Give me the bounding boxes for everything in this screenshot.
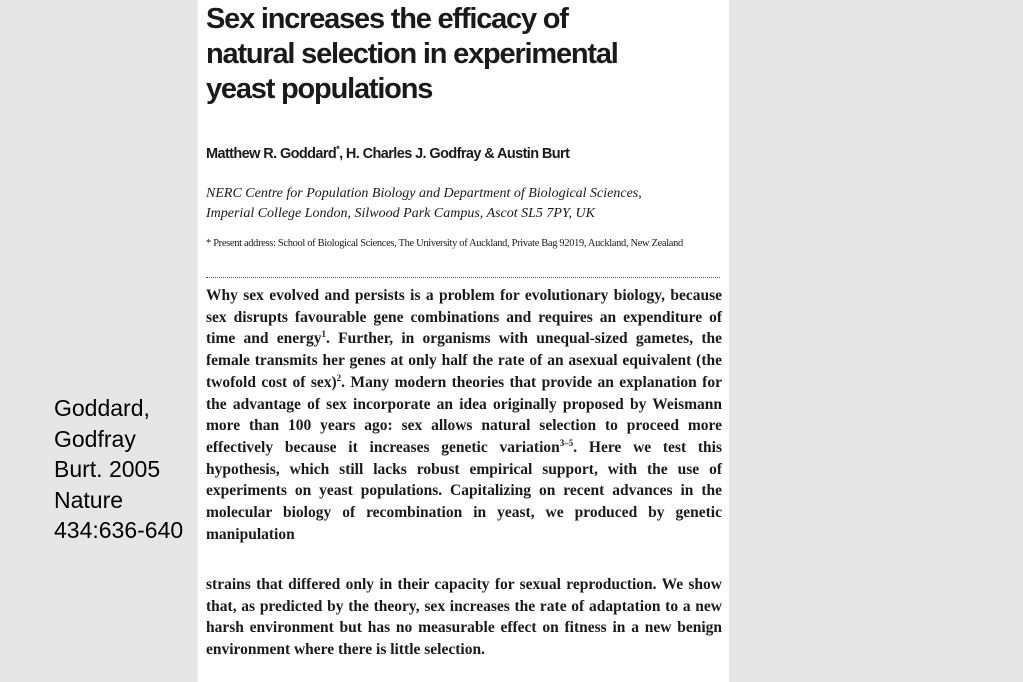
- author-list: [206, 144, 569, 162]
- affiliation-line: Imperial College London, Silwood Park Campus, Ascot SL5 7PY, UK: [206, 206, 595, 221]
- abstract-text: . Here we test this hypothesis, which still lacks robust empirical support, with the use of experiments on yeast populations. Capitalizing on recent advances in the molecular biology of recombination in yeast, we produced by genetic manipulation: [206, 438, 723, 543]
- citation-line: Godfray: [54, 425, 136, 452]
- paper-page: [198, 0, 729, 682]
- abstract-text: . Further, in organisms with unequal-sized gametes, the female transmits her genes at only half the rate of an asexual equivalent (the twofold cost of sex): [206, 330, 722, 391]
- citation-line: Burt. 2005: [54, 456, 161, 482]
- affiliation: [206, 184, 726, 224]
- reference-marker: 2: [336, 372, 342, 383]
- affiliation-line: NERC Centre for Population Biology and Department of Biological Sciences,: [206, 186, 642, 201]
- citation-line: Nature: [54, 486, 124, 513]
- author-first: Matthew R. Goddard: [206, 145, 337, 162]
- citation-line: Goddard,: [54, 395, 150, 421]
- title-line: yeast populations: [206, 73, 433, 105]
- author-footnote-mark: *: [336, 144, 340, 154]
- author-rest: , H. Charles J. Godfray & Austin Burt: [339, 145, 570, 162]
- abstract-paragraph: [206, 285, 722, 545]
- abstract-text: . Many modern theories that provide an explanation for the advantage of sex incorporate an idea originally proposed by Weismann more than 100 years ago: sex allows natural selection to proceed more effectively because it increases genetic variation: [206, 373, 722, 456]
- citation-line: 434:636-640: [54, 517, 184, 543]
- reference-marker: 3–5: [559, 437, 574, 448]
- title-line: natural selection in experimental: [206, 38, 618, 70]
- title-line: Sex increases the efficacy of: [206, 3, 568, 35]
- abstract-continuation: strains that differed only in their capacity for sexual reproduction. We show that, as predicted by the theory, sex increases the rate of adaptation to a new harsh environment but has no measurable effect on fitness in a new benign environment where there is little selection.: [206, 576, 722, 659]
- section-divider: [206, 277, 720, 278]
- paper-title: [206, 2, 726, 107]
- citation-caption: [54, 393, 204, 546]
- abstract-text: Why sex evolved and persists is a problem for evolutionary biology, because sex disrupts favourable gene combinations and requires an expenditure of time and energy: [206, 287, 722, 348]
- reference-marker: 1: [321, 329, 326, 340]
- present-address-note: * Present address: School of Biological Sciences, The University of Auckland, Private Bag 92019, Auckland, New Zealand: [206, 238, 683, 249]
